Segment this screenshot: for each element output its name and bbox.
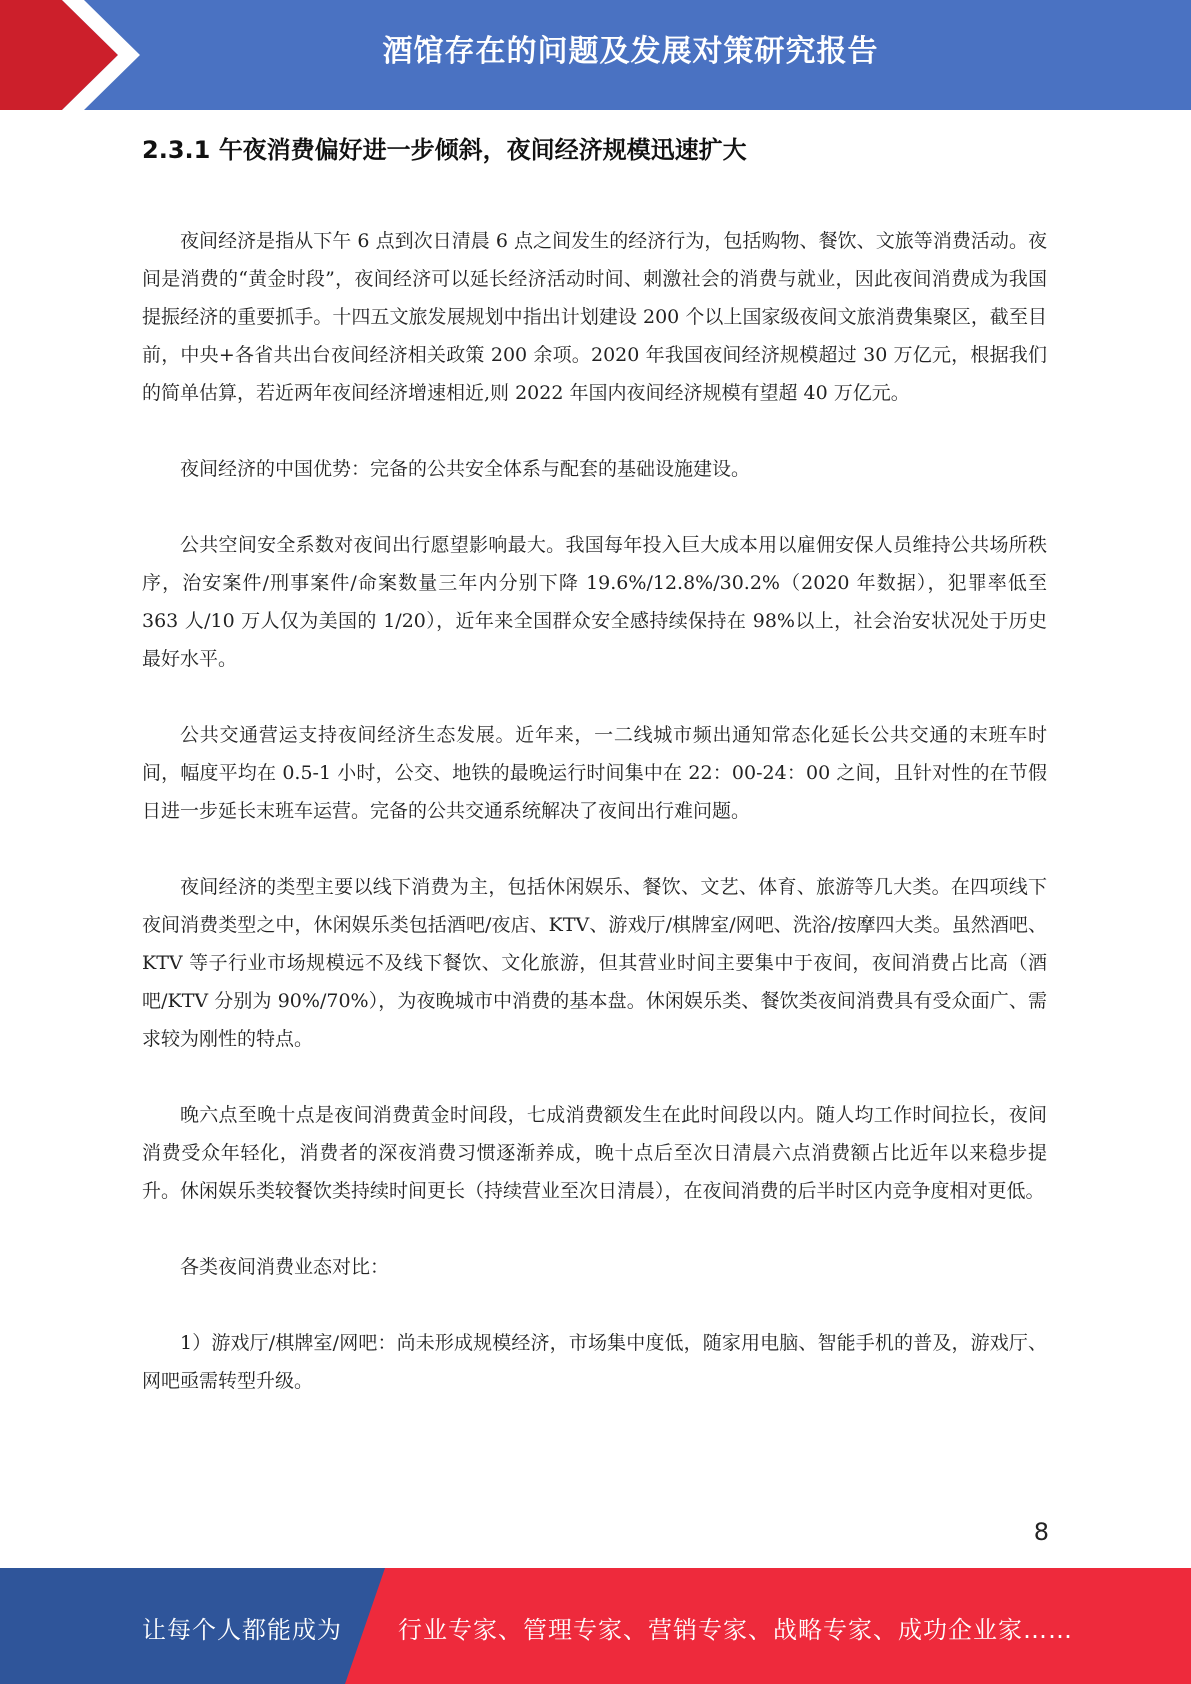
section-heading: 2.3.1 午夜消费偏好进一步倾斜，夜间经济规模迅速扩大 (142, 136, 747, 164)
report-title: 酒馆存在的问题及发展对策研究报告 (382, 34, 879, 69)
footer-slogan-right: 行业专家、管理专家、营销专家、战略专家、成功企业家…… (398, 1616, 1073, 1644)
paragraph-night-economy-intro: 夜间经济是指从下午 6 点到次日清晨 6 点之间发生的经济行为，包括购物、餐饮、文旅等消费活动。夜间是消费的“黄金时段”，夜间经济可以延长经济活动时间、刺激社会的消费与就业，因此夜间消费成为我国提振经济的重要抓手。十四五文旅发展规划中指出计划建设 200 个以上国家级夜间文旅消费集聚区，截至目前，中央+各省共出台夜间经济相关政策 200 余项。2020 年我国夜间经济规模超过 30 万亿元，根据我们的简单估算，若近两年夜间经济增速相近,则 2022 年国内夜间经济规模有望超 40 万亿元。 (142, 230, 1047, 404)
paragraph-consumption-types: 夜间经济的类型主要以线下消费为主，包括休闲娱乐、餐饮、文艺、体育、旅游等几大类。在四项线下夜间消费类型之中，休闲娱乐类包括酒吧/夜店、KTV、游戏厅/棋牌室/网吧、洗浴/按摩四大类。虽然酒吧、KTV 等子行业市场规模远不及线下餐饮、文化旅游，但其营业时间主要集中于夜间，夜间消费占比高（酒吧/KTV 分别为 90%/70%），为夜晚城市中消费的基本盘。休闲娱乐类、餐饮类夜间消费具有受众面广、需求较为刚性的特点。 (142, 876, 1047, 1050)
page-footer (0, 1568, 1191, 1684)
page-number: 8 (1033, 1518, 1049, 1546)
paragraph-public-safety: 公共空间安全系数对夜间出行愿望影响最大。我国每年投入巨大成本用以雇佣安保人员维持公共场所秩序，治安案件/刑事案件/命案数量三年内分别下降 19.6%/12.8%/30.2%（2020 年数据），犯罪率低至 363 人/10 万人仅为美国的 1/20），近年来全国群众安全感持续保持在 98%以上，社会治安状况处于历史最好水平。 (142, 534, 1047, 670)
page-header (0, 0, 1191, 110)
paragraph-comparison-intro: 各类夜间消费业态对比： (180, 1256, 390, 1278)
paragraph-china-advantage: 夜间经济的中国优势：完备的公共安全体系与配套的基础设施建设。 (180, 458, 751, 480)
paragraph-arcade-netcafe: 1）游戏厅/棋牌室/网吧：尚未形成规模经济，市场集中度低，随家用电脑、智能手机的普及，游戏厅、网吧亟需转型升级。 (142, 1332, 1047, 1392)
footer-slogan-left: 让每个人都能成为 (142, 1616, 342, 1644)
paragraph-golden-hours: 晚六点至晚十点是夜间消费黄金时间段，七成消费额发生在此时间段以内。随人均工作时间拉长，夜间消费受众年轻化，消费者的深夜消费习惯逐渐养成，晚十点后至次日清晨六点消费额占比近年以来稳步提升。休闲娱乐类较餐饮类持续时间更长（持续营业至次日清晨），在夜间消费的后半时区内竞争度相对更低。 (142, 1104, 1047, 1202)
document-body (142, 130, 1047, 1438)
paragraph-public-transport: 公共交通营运支持夜间经济生态发展。近年来，一二线城市频出通知常态化延长公共交通的末班车时间，幅度平均在 0.5-1 小时，公交、地铁的最晚运行时间集中在 22：00-24：00 之间，且针对性的在节假日进一步延长末班车运营。完备的公共交通系统解决了夜间出行难问题。 (142, 724, 1047, 822)
